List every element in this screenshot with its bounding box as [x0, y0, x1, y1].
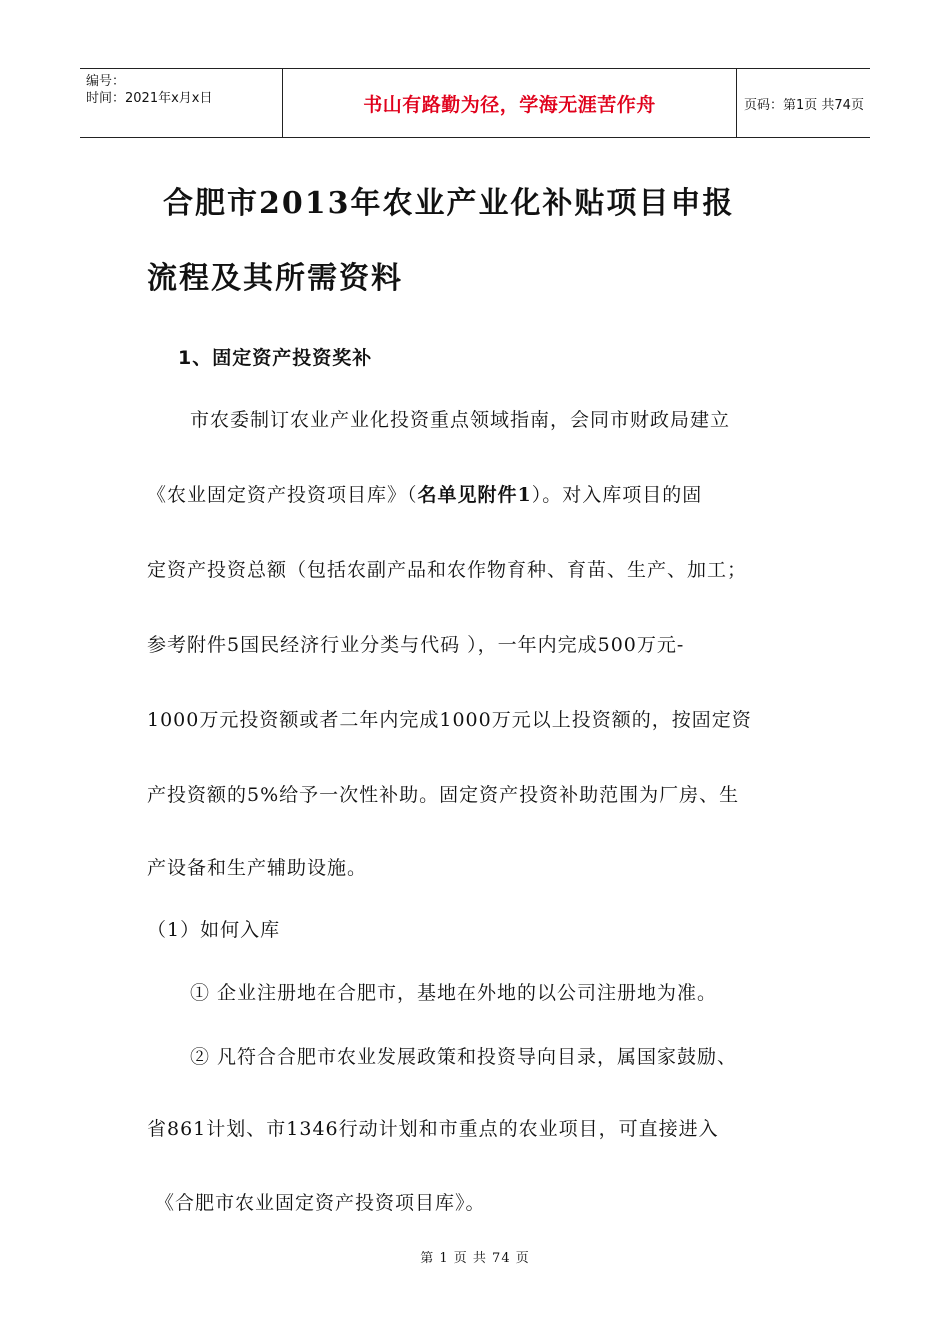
sub-heading: （1）如何入库: [147, 919, 281, 941]
page-footer: 第 1 页 共 74 页: [420, 1251, 530, 1266]
list-item-continuation: 省861计划、市1346行动计划和市重点的农业项目，可直接进入: [147, 1118, 719, 1140]
paragraph-line: 1000万元投资额或者二年内完成1000万元以上投资额的，按固定资: [147, 709, 752, 731]
paragraph-line: 市农委制订农业产业化投资重点领域指南，会同市财政局建立: [190, 409, 731, 431]
header-meta: [80, 69, 282, 137]
document-title-line-2: 流程及其所需资料: [147, 261, 403, 296]
paragraph-line: 产投资额的5%给予一次性补助。固定资产投资补助范围为厂房、生: [147, 784, 740, 806]
paragraph-line: 产设备和生产辅助设施。: [147, 857, 368, 879]
list-item: ① 企业注册地在合肥市，基地在外地的以公司注册地为准。: [190, 982, 718, 1004]
header-motto-cell: [282, 69, 737, 137]
text-run: ）。对入库项目的固: [531, 484, 703, 506]
document-header: [80, 68, 870, 138]
text-run: 《农业固定资产投资项目库》（: [147, 484, 418, 506]
list-item: ② 凡符合合肥市农业发展政策和投资导向目录，属国家鼓励、: [190, 1046, 738, 1068]
bold-text-run: 名单见附件1: [417, 484, 532, 506]
time-label: 时间：2021年x月x日: [86, 91, 213, 106]
header-motto: 书山有路勤为径，学海无涯苦作舟: [363, 93, 656, 116]
number-label: 编号：: [86, 74, 126, 89]
header-page-info: 页码：第1页 共74页: [744, 97, 864, 113]
paragraph-line: 参考附件5国民经济行业分类与代码 ），一年内完成500万元-: [147, 634, 685, 656]
document-title-line-1: 合肥市2013年农业产业化补贴项目申报: [163, 186, 735, 221]
section-heading: 1、固定资产投资奖补: [178, 347, 373, 369]
paragraph-line: [147, 480, 702, 507]
list-item-continuation: 《合肥市农业固定资产投资项目库》。: [155, 1192, 486, 1214]
paragraph-line: 定资产投资总额（包括农副产品和农作物育种、育苗、生产、加工；: [147, 559, 748, 581]
